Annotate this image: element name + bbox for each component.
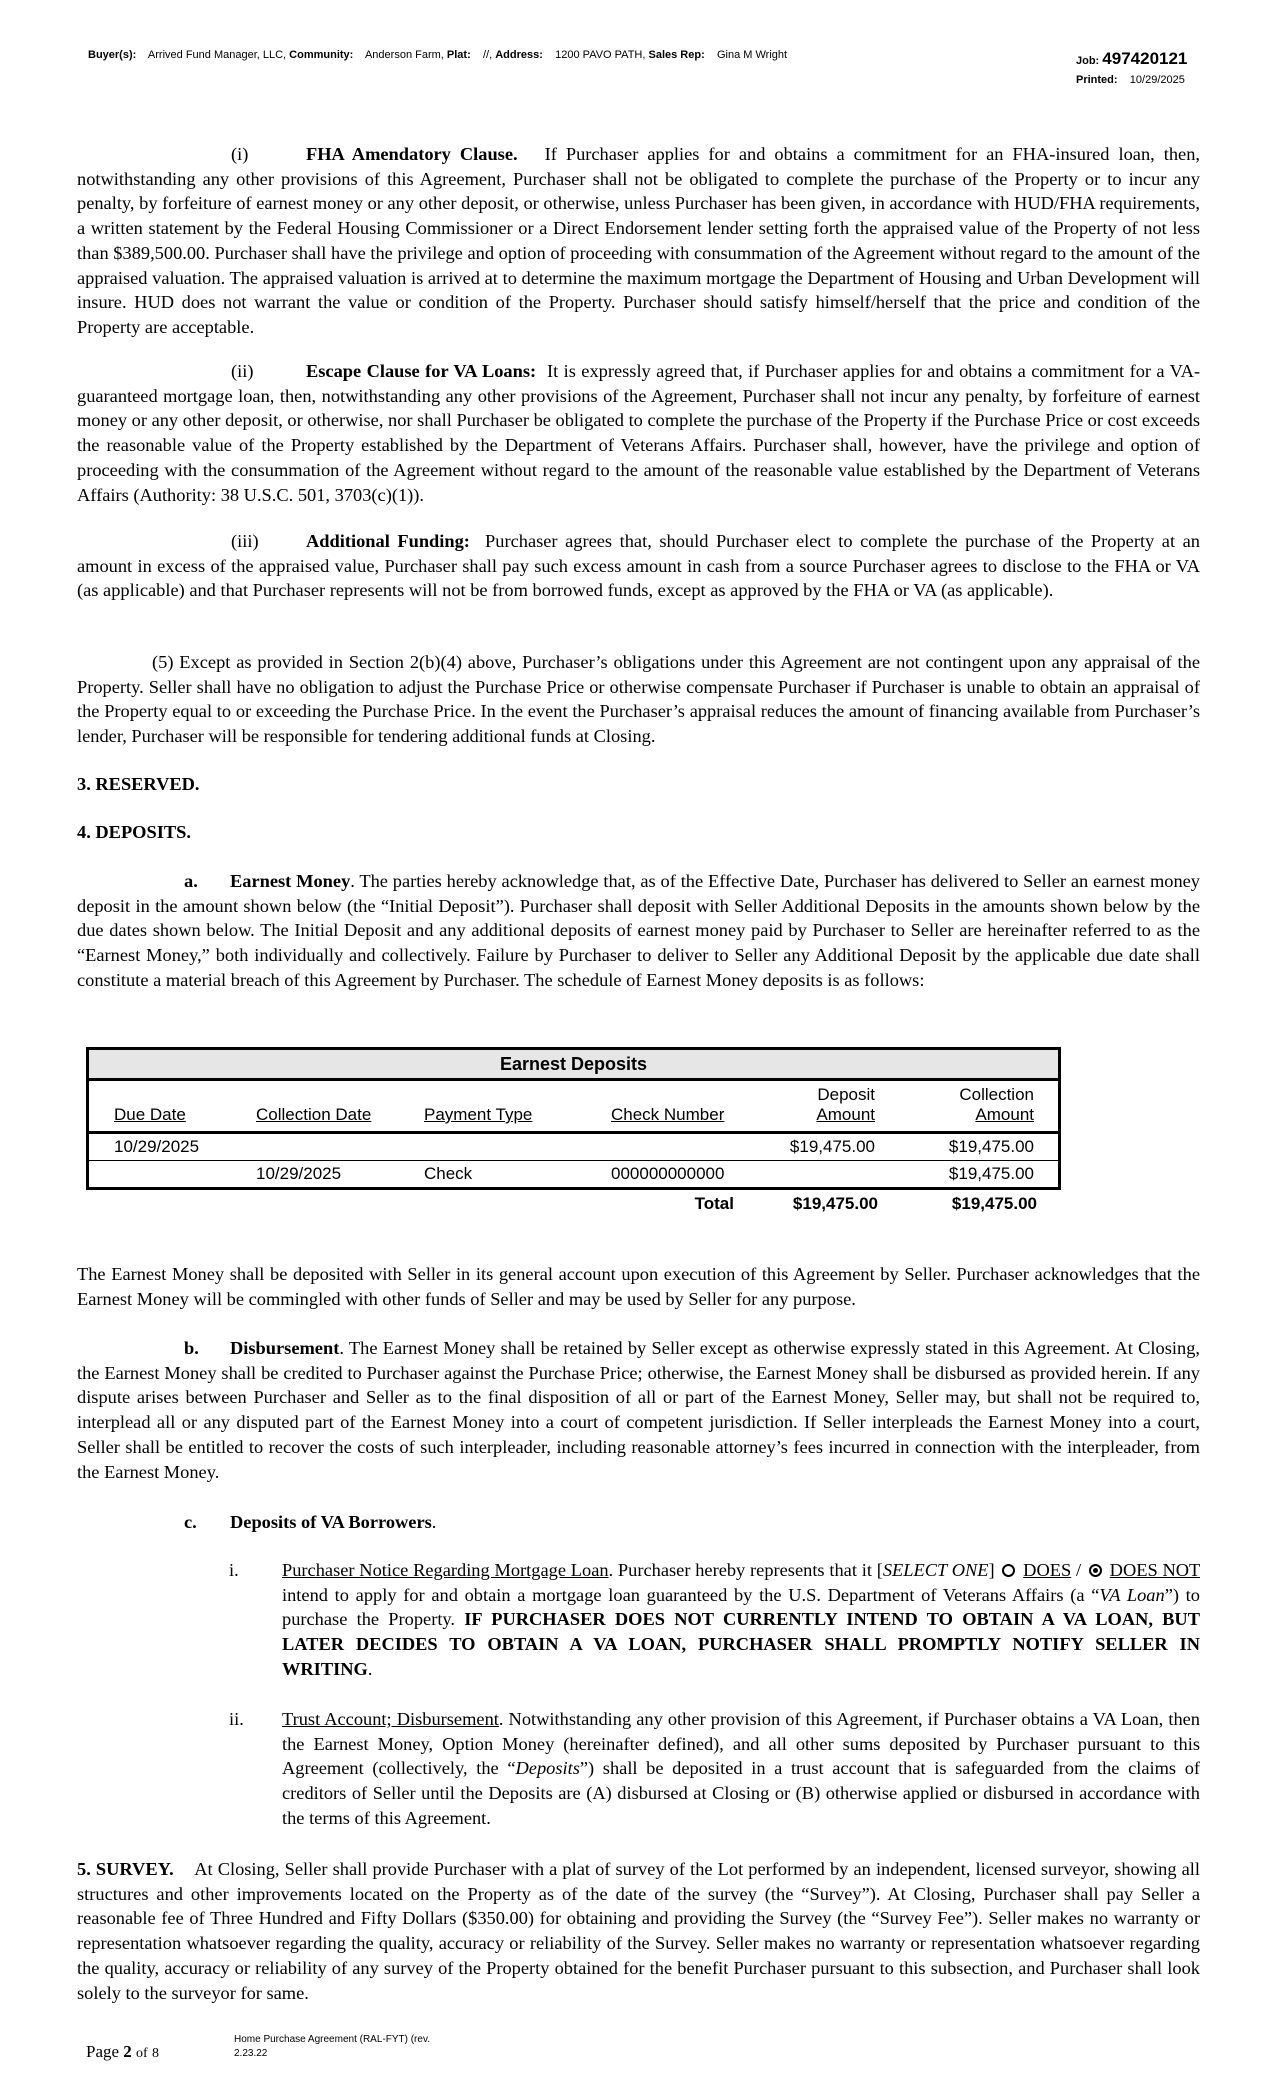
does-option-label: DOES (1023, 1560, 1072, 1580)
col-collection-amount-1: Collection (959, 1085, 1034, 1104)
plat-label: Plat: (446, 49, 471, 61)
total-label: Total (694, 1194, 734, 1213)
va-notice-warning: IF PURCHASER DOES NOT CURRENTLY INTEND TO OBTAIN A VA LOAN, BUT LATER DECIDES TO OBTAIN A VA LOAN, PURCHASER SHALL PROMPTLY NOTIFY SELLER IN WRITING (282, 1609, 1200, 1679)
sales-rep-label: Sales Rep: (648, 49, 705, 61)
community-label: Community: (289, 49, 354, 61)
job-value: 497420121 (1102, 49, 1188, 68)
trust-account-item-number: ii. (229, 1709, 244, 1729)
paragraph-text: (5) Except as provided in Section 2(b)(4) above, Purchaser’s obligations under this Agreement are not contingent upon any appraisal of the Property. Seller shall have no obligation to adjust the Purchase Price or otherwise compensate Purchaser if Purchaser is unable to obtain an appraisal of the Property equal to or exceeding the Purchase Price. In the event the Purchaser’s appraisal reduces the amount of financing available from Purchaser’s lender, Purchaser will be responsible for tendering additional funds at Closing. (77, 652, 1200, 747)
subsection-num: b. (184, 1338, 199, 1358)
item-text: ] (988, 1560, 995, 1580)
item-text: ”) to purchase the Property. (282, 1584, 1200, 1630)
clause-fha (77, 142, 1200, 340)
clause-text: If Purchaser applies for and obtains a commitment for an FHA-insured loan, then, notwithstanding any other provisions of this Agreement, Purchaser shall not be obligated to complete the purchase of the Property or to incur any penalty, by forfeiture of earnest money or any other deposit, or otherwise, unless Purchaser has been given, in accordance with HUD/FHA requirements, a written statement by the Federal Housing Commissioner or a Direct Endorsement lender setting forth the appraised value of the Property of not less than $389,500.00. Purchaser shall have the privilege and option of proceeding with consummation of the Agreement without regard to the amount of the appraised valuation. The appraised valuation is arrived at to determine the maximum mortgage the Department of Housing and Urban Development will insure. HUD does not warrant the value or condition of the Property. Purchaser should satisfy himself/herself that the price and condition of the Property are acceptable. (77, 144, 1200, 337)
page-word: Page (86, 2042, 120, 2061)
subsection-text: . The Earnest Money shall be retained by Seller except as otherwise expressly stated in this Agreement. At Closing, the Earnest Money shall be credited to Purchaser against the Purchase Price; otherwise, the Earnest Money shall be disbursed as provided herein. If any dispute arises between Purchaser and Seller as to the final disposition of all or part of the Earnest Money, Seller may, but shall not be required to, interplead all or any disputed part of the Earnest Money into a court of competent jurisdiction. If Seller interpleads the Earnest Money into a court, Seller shall be entitled to recover the costs of such interpleader, including reasonable attorney’s fees incurred in connection with the interpleader, from the Earnest Money. (77, 1338, 1200, 1482)
paragraph-appraisal (77, 650, 1200, 749)
earnest-deposits-table (86, 1047, 1061, 1218)
section-5-heading: 5. SURVEY. (77, 1859, 174, 1879)
job-number (1076, 49, 1187, 69)
table-title: Earnest Deposits (86, 1047, 1061, 1081)
cell-collection-amount: $19,475.00 (948, 1164, 1034, 1183)
cell-collection-amount: $19,475.00 (948, 1137, 1034, 1156)
buyers-value: Arrived Fund Manager, LLC, (147, 49, 287, 61)
clause-text: Purchaser agrees that, should Purchaser elect to complete the purchase of the Property at an amount in excess of the appraised value, Purchaser shall pay such excess amount in cash from a source Purchaser agrees to disclose to the FHA or VA (as applicable) and that Purchaser represents will not be from borrowed funds, except as approved by the FHA or VA (as applicable). (77, 531, 1200, 601)
header-line (88, 49, 868, 61)
clause-va-escape (77, 359, 1200, 507)
col-due-date: Due Date (114, 1105, 186, 1124)
form-line-2: 2.23.22 (234, 2048, 268, 2059)
printed-date (1076, 74, 1185, 86)
clause-title: Additional Funding: (306, 531, 470, 551)
job-label: Job: (1076, 55, 1100, 67)
select-one-label: SELECT ONE (882, 1560, 989, 1580)
does-radio-button[interactable] (1002, 1564, 1015, 1577)
clause-title: FHA Amendatory Clause. (306, 144, 518, 164)
va-deposits-heading (77, 1510, 1200, 1535)
item-text: intend to apply for and obtain a mortgage loan guaranteed by the U.S. Department of Veterans Affairs (a “ (282, 1584, 1100, 1605)
of-word: of (136, 2046, 148, 2061)
address-value: 1200 PAVO PATH, (555, 49, 646, 61)
table-header (86, 1081, 1061, 1134)
subsection-text: . The parties hereby acknowledge that, as of the Effective Date, Purchaser has delivered to Seller an earnest money deposit in the amount shown below (the “Initial Deposit”). Purchaser shall deposit with Seller Additional Deposits in the amounts shown below by the due dates shown below. The Initial Deposit and any additional deposits of earnest money paid by Purchaser to Seller are hereinafter referred to as the “Earnest Money,” both individually and collectively. Failure by Purchaser to deliver to Seller any Additional Deposit by the applicable due date shall constitute a material breach of this Agreement by Purchaser. The schedule of Earnest Money deposits is as follows: (77, 871, 1200, 990)
va-notice-item: Purchaser Notice Regarding Mortgage Loan. Purchaser hereby represents that it [SELECT ONE] DOES / DOES NOT intend to apply for and obtain a mortgage loan guaranteed by the U.S. Department of Veterans Affairs (a “VA Loan”) to purchase the Property. IF PURCHASER DOES NOT CURRENTLY INTEND TO OBTAIN A VA LOAN, BUT LATER DECIDES TO OBTAIN A VA LOAN, PURCHASER SHALL PROMPTLY NOTIFY SELLER IN WRITING. (282, 1560, 1200, 1679)
table-row (86, 1161, 1061, 1190)
total-deposit: $19,475.00 (792, 1194, 878, 1213)
paragraph-text: The Earnest Money shall be deposited with Seller in its general account upon execution of this Agreement by Seller. Purchaser acknowledges that the Earnest Money will be commingled with other funds of Seller and may be used by Seller for any purpose. (77, 1264, 1200, 1309)
clause-text: It is expressly agreed that, if Purchaser applies for and obtains a commitment for a VA-guaranteed mortgage loan, then, notwithstanding any other provisions of the Agreement, Purchaser shall not incur any penalty, by forfeiture of earnest money or any other deposit, or otherwise, nor shall Purchaser be obligated to complete the purchase of the Property if the Purchase Price or cost exceeds the reasonable value of the Property established by the Department of Veterans Affairs. Purchaser shall, however, have the privilege and option of proceeding with the consummation of the Agreement without regard to the amount of the reasonable value established by the Department of Veterans Affairs (Authority: 38 U.S.C. 501, 3703(c)(1)). (77, 361, 1201, 505)
sales-rep-value: Gina M Wright (716, 49, 788, 61)
clause-num: (iii) (231, 531, 259, 551)
disbursement-paragraph (77, 1336, 1200, 1484)
does-not-radio-button[interactable] (1089, 1564, 1102, 1577)
deposits-term: Deposits (515, 1758, 580, 1779)
survey-paragraph (77, 1857, 1200, 2005)
clause-title: Escape Clause for VA Loans: (306, 361, 537, 381)
col-payment-type: Payment Type (424, 1105, 533, 1124)
item-text: . Notwithstanding any other provision of this Agreement, if Purchaser obtains a VA Loan, then the Earnest Money, Option Money (hereinafter defined), and all other sums deposited by Purchaser pursuant to this Agreement (collectively, the “ (282, 1709, 1200, 1779)
subsection-num: a. (184, 871, 198, 891)
printed-label: Printed: (1076, 74, 1118, 86)
total-collection: $19,475.00 (951, 1194, 1037, 1213)
cell-check-number: 000000000000 (611, 1164, 725, 1183)
item-title: Purchaser Notice Regarding Mortgage Loan (282, 1560, 609, 1580)
va-notice-item-number: i. (229, 1560, 239, 1580)
subsection-title: Deposits of VA Borrowers (230, 1512, 432, 1532)
option-separator: / (1075, 1560, 1082, 1580)
col-deposit-amount-1: Deposit (817, 1085, 875, 1104)
item-text: ”) shall be deposited in a trust account that is safeguarded from the claims of creditors of Seller until the Deposits are (A) disbursed at Closing or (B) otherwise applied or disbursed in accordance with the terms of this Agreement. (282, 1758, 1201, 1828)
cell-due-date: 10/29/2025 (114, 1137, 200, 1156)
subsection-dot: . (431, 1512, 437, 1532)
item-title: Trust Account; Disbursement (282, 1709, 499, 1729)
buyers-label: Buyer(s): (88, 49, 137, 61)
earnest-money-paragraph (77, 869, 1200, 993)
page-total: 8 (151, 2046, 159, 2061)
clause-num: (i) (231, 144, 249, 164)
does-not-option-label: DOES NOT (1109, 1560, 1200, 1580)
table-total-row (86, 1190, 1061, 1218)
page-current: 2 (123, 2042, 132, 2061)
clause-additional-funding (77, 529, 1200, 603)
cell-collection-date: 10/29/2025 (256, 1164, 342, 1183)
page-number (86, 2042, 159, 2062)
address-label: Address: (495, 49, 543, 61)
va-loan-term: VA Loan (1099, 1584, 1165, 1605)
table-row (86, 1134, 1061, 1161)
plat-value: //, (482, 49, 493, 61)
survey-text: At Closing, Seller shall provide Purchaser with a plat of survey of the Lot performed by an independent, licensed surveyor, showing all structures and other improvements located on the Property as of the date of the survey (the “Survey”). At Closing, Purchaser shall pay Seller a reasonable fee of Three Hundred and Fifty Dollars ($350.00) for obtaining and providing the Survey (the “Survey Fee”). Seller makes no warranty or representation whatsoever regarding the quality, accuracy or reliability of the Survey. Seller makes no warranty or representation whatsoever regarding the quality, accuracy or reliability of any survey of the Property obtained for the benefit Purchaser pursuant to this subsection, and Purchaser shall look solely to the surveyor for same. (77, 1859, 1201, 2003)
form-reference (234, 2033, 430, 2061)
community-value: Anderson Farm, (364, 49, 444, 61)
col-check-number: Check Number (611, 1105, 725, 1124)
subsection-title: Earnest Money (230, 871, 351, 891)
section-3-heading: 3. RESERVED. (77, 774, 200, 794)
subsection-num: c. (184, 1512, 197, 1532)
col-collection-date: Collection Date (256, 1105, 372, 1124)
cell-deposit-amount: $19,475.00 (789, 1137, 875, 1156)
col-collection-amount-2: Amount (975, 1105, 1034, 1124)
after-table-paragraph (77, 1262, 1200, 1311)
section-4-heading: 4. DEPOSITS. (77, 822, 191, 842)
cell-payment-type: Check (424, 1164, 473, 1183)
item-text: . Purchaser hereby represents that it [ (608, 1560, 883, 1580)
form-line-1: Home Purchase Agreement (RAL-FYT) (rev. (234, 2034, 430, 2045)
clause-num: (ii) (231, 361, 254, 381)
trust-account-item (282, 1707, 1200, 1831)
col-deposit-amount-2: Amount (816, 1105, 875, 1124)
printed-value: 10/29/2025 (1129, 74, 1185, 86)
subsection-title: Disbursement (230, 1338, 340, 1358)
